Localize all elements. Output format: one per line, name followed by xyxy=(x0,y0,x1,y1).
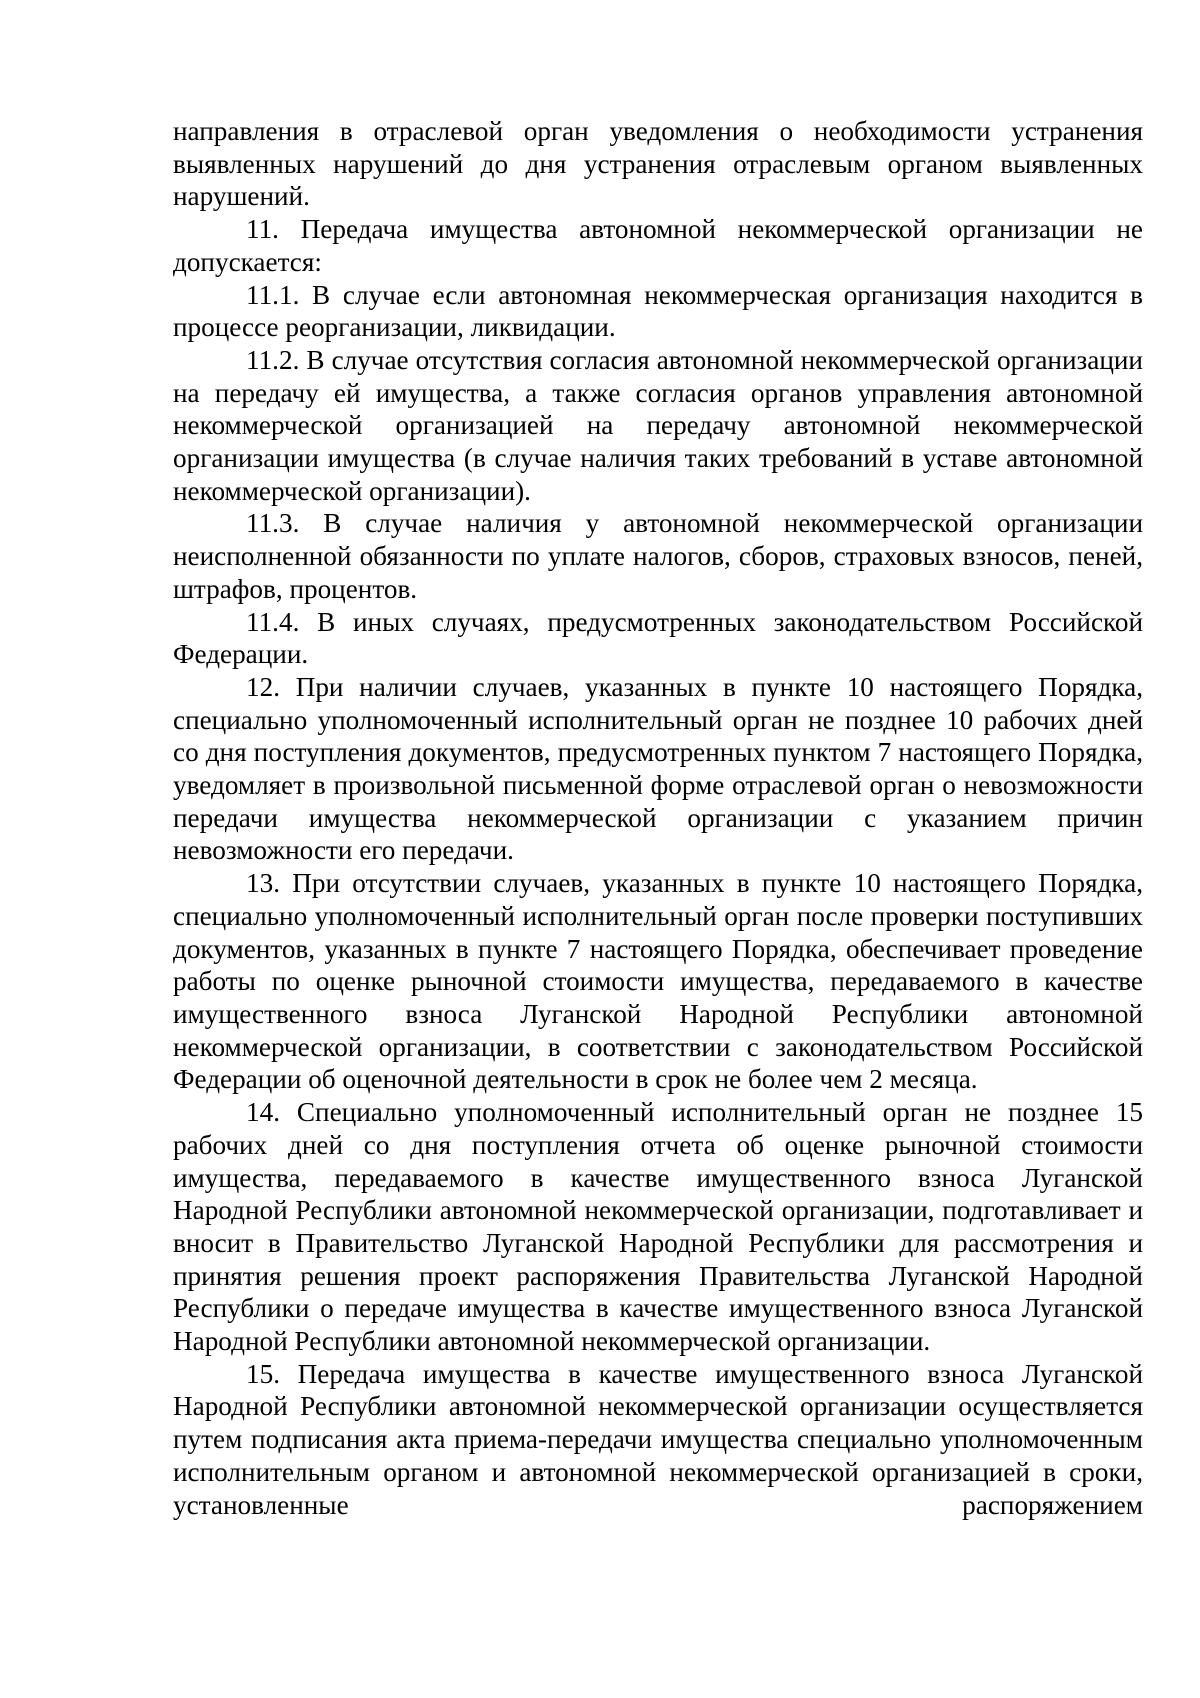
document-body xyxy=(173,115,1143,1521)
paragraph-item-14: 14. Специально уполномоченный исполнительный орган не позднее 15 рабочих дней со дня поступления отчета об оценке рыночной стоимости имущества, передаваемого в качестве имущественного взноса Луганской Народной Республики автономной некоммерческой организации, подготавливает и вносит в Правительство Луганской Народной Республики для рассмотрения и принятия решения проект распоряжения Правительства Луганской Народной Республики о передаче имущества в качестве имущественного взноса Луганской Народной Республики автономной некоммерческой организации. xyxy=(173,1097,1143,1357)
paragraph-continuation: направления в отраслевой орган уведомления о необходимости устранения выявленных нарушений до дня устранения отраслевым органом выявленных нарушений. xyxy=(173,116,1143,212)
paragraph-item-11-4: 11.4. В иных случаях, предусмотренных законодательством Российской Федерации. xyxy=(173,606,1143,670)
paragraph-item-11-2: 11.2. В случае отсутствия согласия автономной некоммерческой организации на передачу ей имущества, а также согласия органов управления автономной некоммерческой организацией на передачу автономной некоммерческой организации имущества (в случае наличия таких требований в уставе автономной некоммерческой организации). xyxy=(173,344,1143,506)
paragraph-item-12: 12. При наличии случаев, указанных в пункте 10 настоящего Порядка, специально уполномоченный исполнительный орган не позднее 10 рабочих дней со дня поступления документов, предусмотренных пунктом 7 настоящего Порядка, уведомляет в произвольной письменной форме отраслевой орган о невозможности передачи имущества некоммерческой организации с указанием причин невозможности его передачи. xyxy=(173,671,1143,866)
paragraph-item-11-1: 11.1. В случае если автономная некоммерческая организация находится в процессе реорганизации, ликвидации. xyxy=(173,279,1143,343)
paragraph-item-11: 11. Передача имущества автономной некоммерческой организации не допускается: xyxy=(173,214,1143,277)
paragraph-item-13: 13. При отсутствии случаев, указанных в пункте 10 настоящего Порядка, специально уполномоченный исполнительный орган после проверки поступивших документов, указанных в пункте 7 настоящего Порядка, обеспечивает проведение работы по оценке рыночной стоимости имущества, передаваемого в качестве имущественного взноса Луганской Народной Республики автономной некоммерческой организации, в соответствии с законодательством Российской Федерации об оценочной деятельности в срок не более чем 2 месяца. xyxy=(173,868,1143,1095)
paragraph-item-15: 15. Передача имущества в качестве имущественного взноса Луганской Народной Республики автономной некоммерческой организации осуществляется путем подписания акта приема-передачи имущества специально уполномоченным исполнительным органом и автономной некоммерческой организацией в сроки, установленные распоряжением xyxy=(173,1358,1143,1520)
paragraph-item-11-3: 11.3. В случае наличия у автономной некоммерческой организации неисполненной обязанности по уплате налогов, сборов, страховых взносов, пеней, штрафов, процентов. xyxy=(173,508,1143,604)
